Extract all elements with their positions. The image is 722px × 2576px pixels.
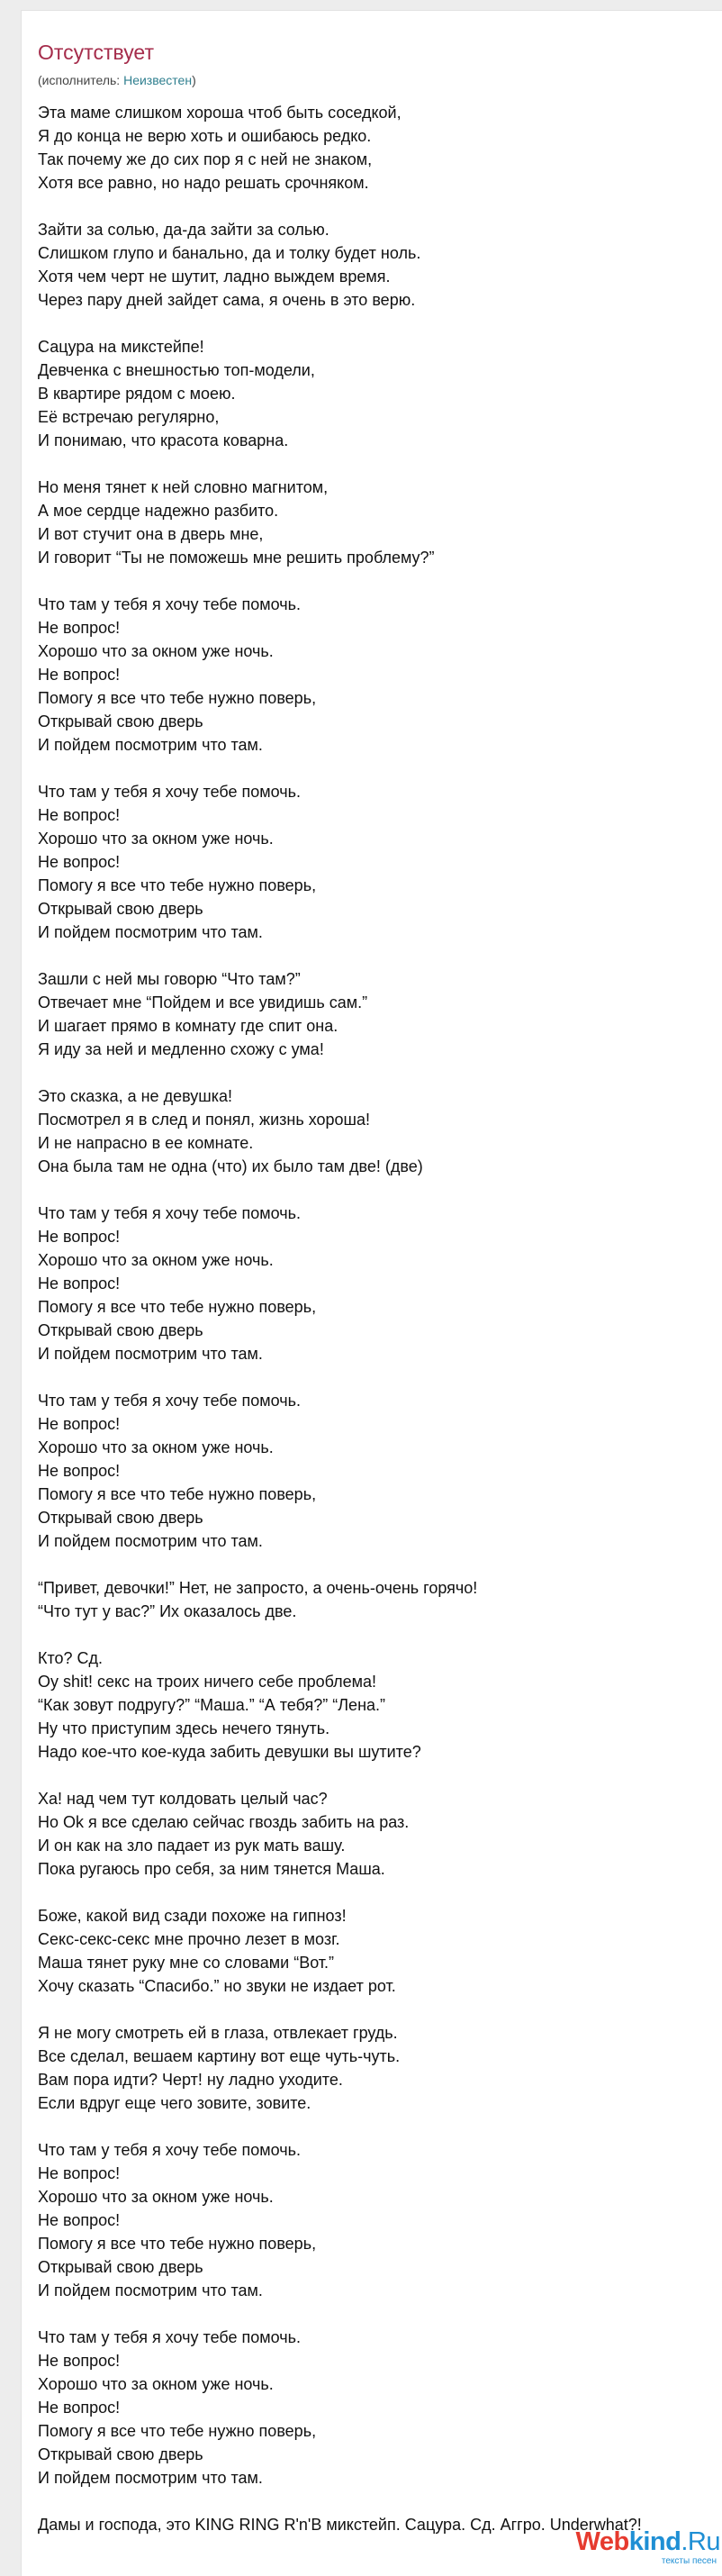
lyrics-text: Эта маме слишком хороша чтоб быть соседкой, Я до конца не верю хоть и ошибаюсь редко. Так почему же до сих пор я с ней не знаком, Хотя все равно, но надо решать срочняком. Зайти за солью, да-да зайти за солью. Слишком глупо и банально, да и толку будет ноль. Хотя чем черт не шутит, ладно выждем время. Через пару дней зайдет сама, я очень в это верю. Сацура на микстейпе! Девченка с внешностью топ-модели, В квартире рядом с моею. Её встречаю регулярно, И понимаю, что красота коварна. Но меня тянет к ней словно магнитом, А мое сердце надежно разбито. И вот стучит она в дверь мне, И говорит “Ты не поможешь мне решить проблему?” Что там у тебя я хочу тебе помочь. Не вопрос! Хорошо что за окном уже ночь. Не вопрос! Помогу я все что тебе нужно поверь, Открывай свою дверь И пойдем посмотрим что там. Что там у тебя я хочу тебе помочь. Не вопрос! Хорошо что за окном уже ночь. Не вопрос! Помогу я все что тебе нужно поверь, Открывай свою дверь И пойдем посмотрим что там. Зашли с ней мы говорю “Что там?” Отвечает мне “Пойдем и все увидишь сам.” И шагает прямо в комнату где спит она. Я иду за ней и медленно схожу с ума! Это сказка, а не девушка! Посмотрел я в след и понял, жизнь хороша! И не напрасно в ее комнате. Она была там не одна (что) их было там две! (две) Что там у тебя я хочу тебе помочь. Не вопрос! Хорошо что за окном уже ночь. Не вопрос! Помогу я все что тебе нужно поверь, Открывай свою дверь И пойдем посмотрим что там. Что там у тебя я хочу тебе помочь. Не вопрос! Хорошо что за окном уже ночь. Не вопрос! Помогу я все что тебе нужно поверь, Открывай свою дверь И пойдем посмотрим что там. “Привет, девочки!” Нет, не запросто, а очень-очень горячо! “Что тут у вас?” Их оказалось две. Кто? Сд. Оу shit! секс на троих ничего себе проблема! “Как зовут подругу?” “Маша.” “А тебя?” “Лена.” Ну что приступим здесь нечего тянуть. Надо кое-что кое-куда забить девушки вы шутите? Ха! над чем тут колдовать целый час? Но Ok я все сделаю сейчас гвоздь забить на раз. И он как на зло падает из рук мать вашу. Пока ругаюсь про себя, за ним тянется Маша. Боже, какой вид сзади похоже на гипноз! Секс-секс-секс мне прочно лезет в мозг. Маша тянет руку мне со словами “Вот.” Хочу сказать “Спасибо.” но звуки не издает рот. Я не могу смотреть ей в глаза, отвлекает грудь. Все сделал, вешаем картину вот еще чуть-чуть. Вам пора идти? Черт! ну ладно уходите. Если вдруг еще чего зовите, зовите. Что там у тебя я хочу тебе помочь. Не вопрос! Хорошо что за окном уже ночь. Не вопрос! Помогу я все что тебе нужно поверь, Открывай свою дверь И пойдем посмотрим что там. Что там у тебя я хочу тебе помочь. Не вопрос! Хорошо что за окном уже ночь. Не вопрос! Помогу я все что тебе нужно поверь, Открывай свою дверь И пойдем посмотрим что там. Дамы и господа, это KING RING R'n'B микстейп. Сацура. Сд. Аггро. Underwhat?! — [38, 104, 642, 2534]
performer-line — [38, 72, 196, 88]
performer-suffix: ) — [192, 73, 196, 87]
site-logo[interactable] — [524, 2527, 720, 2567]
logo-wordmark — [524, 2527, 720, 2556]
song-title: Отсутствует — [38, 41, 154, 64]
lyrics-page — [22, 11, 722, 2576]
logo-tagline: тексты песен — [661, 2556, 717, 2566]
performer-prefix: (исполнитель: — [38, 73, 124, 87]
logo-kind: kind — [628, 2527, 681, 2556]
logo-web: Web — [575, 2527, 629, 2556]
logo-ru: .Ru — [681, 2527, 720, 2556]
performer-link[interactable]: Неизвестен — [123, 73, 193, 87]
